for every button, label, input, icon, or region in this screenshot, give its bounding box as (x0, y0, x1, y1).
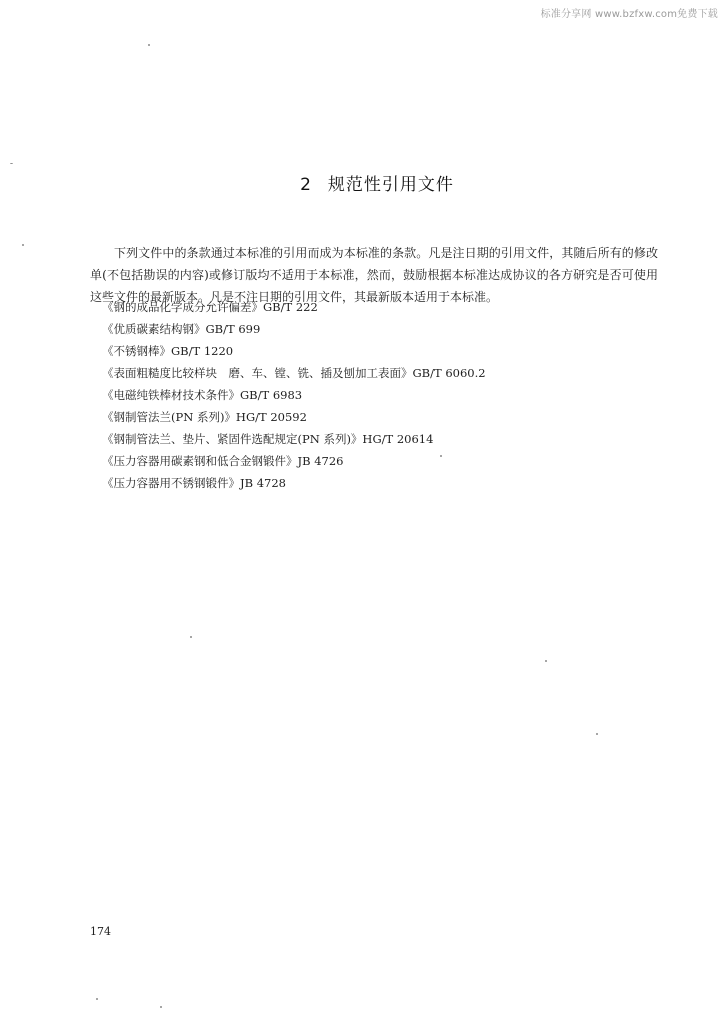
scan-speck (545, 660, 547, 662)
scan-speck (96, 998, 98, 1000)
reference-item: 《表面粗糙度比较样块 磨、车、镗、铣、插及刨加工表面》GB/T 6060.2 (102, 366, 486, 380)
scan-speck (596, 733, 598, 735)
scan-speck (160, 1006, 162, 1008)
section-title: 规范性引用文件 (327, 175, 454, 195)
section-number: 2 (300, 175, 312, 195)
reference-item: 《不锈钢棒》GB/T 1220 (102, 344, 234, 358)
reference-item: 《钢制管法兰(PN 系列)》HG/T 20592 (102, 410, 307, 424)
watermark-text: 标准分享网 www.bzfxw.com免费下载 (540, 9, 718, 20)
page-number: 174 (90, 925, 111, 938)
reference-item: 《钢的成品化学成分允许偏差》GB/T 222 (102, 300, 318, 314)
section-heading (0, 170, 724, 195)
reference-item: 《压力容器用碳素钢和低合金钢锻件》JB 4726 (102, 454, 344, 468)
scan-speck (440, 455, 442, 457)
scan-speck (22, 244, 24, 246)
reference-item: 《电磁纯铁棒材技术条件》GB/T 6983 (102, 388, 303, 402)
scan-speck (190, 636, 192, 638)
reference-item: 《优质碳素结构钢》GB/T 699 (102, 322, 261, 336)
reference-list (102, 296, 486, 494)
reference-item: 《压力容器用不锈钢锻件》JB 4728 (102, 476, 286, 490)
intro-paragraph: 下列文件中的条款通过本标准的引用而成为本标准的条款。凡是注日期的引用文件，其随后所有的修改单(不包括勘误的内容)或修订版均不适用于本标准，然而，鼓励根据本标准达成协议的各方研究是否可使用这些文件的最新版本。凡是不注日期的引用文件，其最新版本适用于本标准。 (90, 246, 658, 304)
reference-item: 《钢制管法兰、垫片、紧固件选配规定(PN 系列)》HG/T 20614 (102, 432, 434, 446)
scan-speck (148, 44, 150, 46)
scan-speck (10, 163, 13, 164)
